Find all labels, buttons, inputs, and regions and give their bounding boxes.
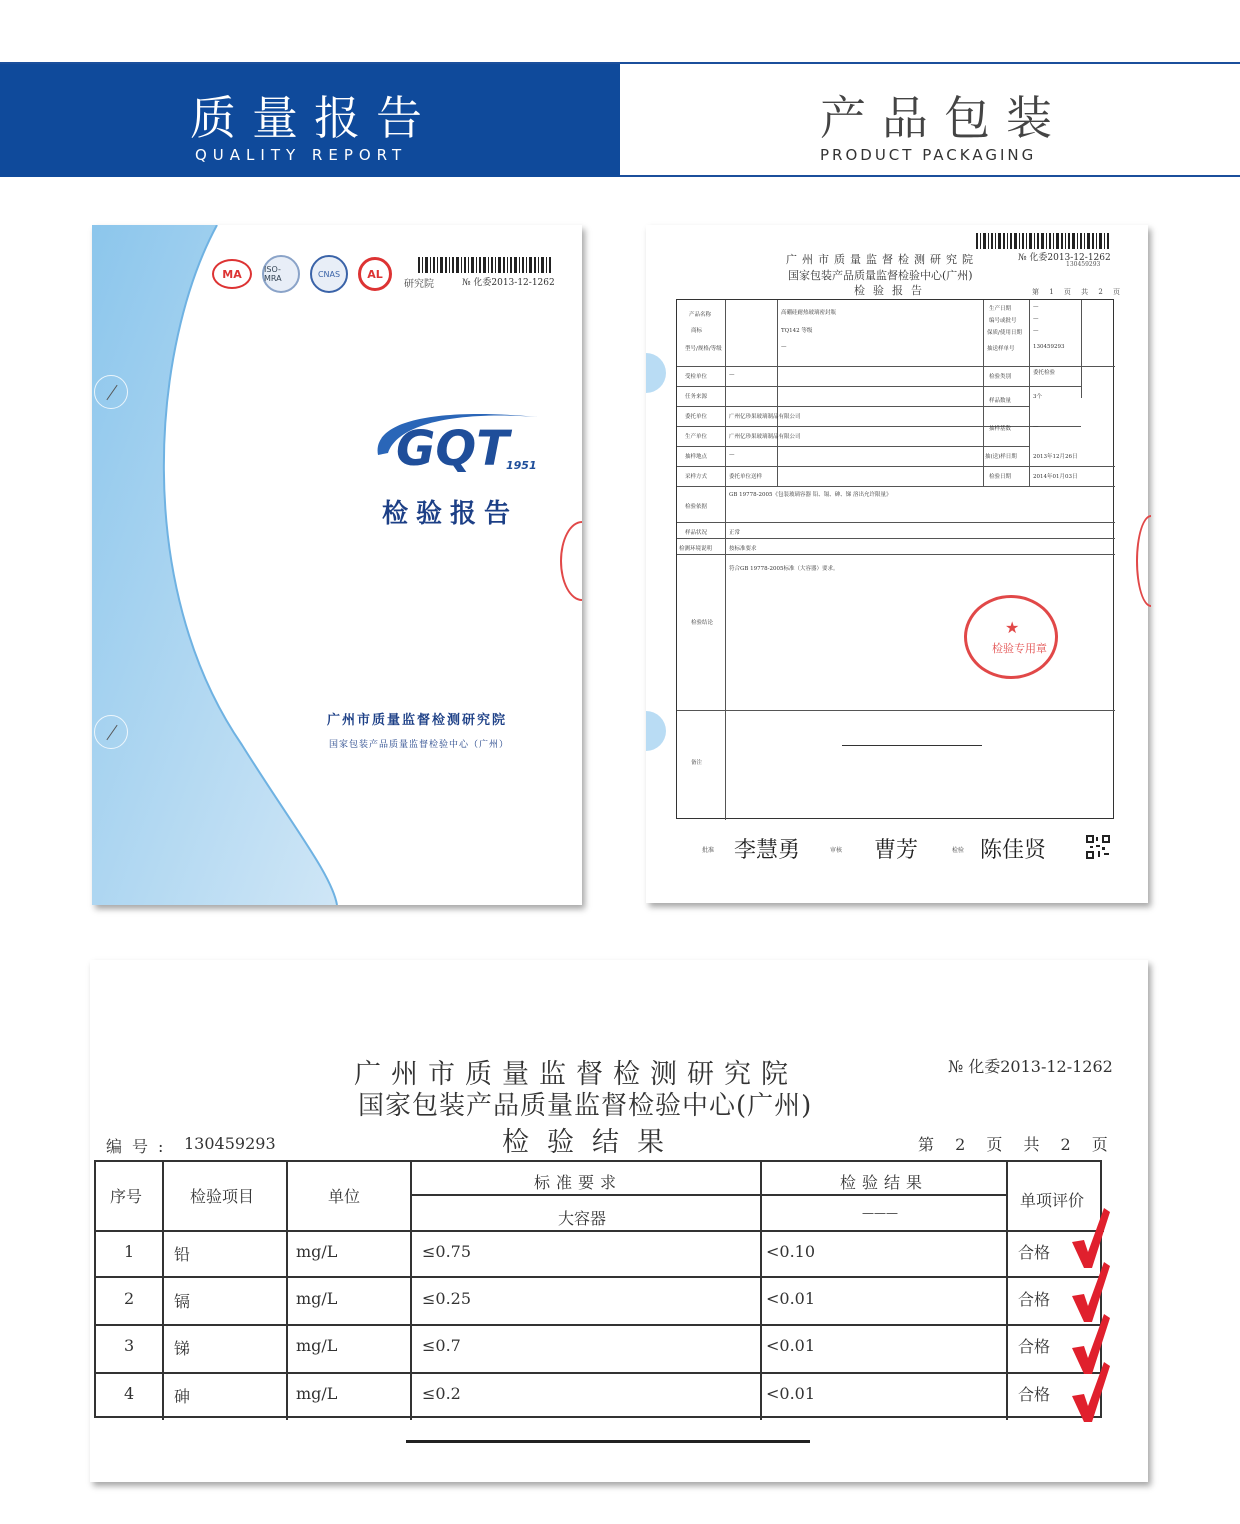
results-title: 检验结果 [502, 1127, 682, 1158]
row-2-no: 2 [124, 1289, 135, 1308]
field-value: 2013年12月26日 [1033, 454, 1078, 460]
certification-logos [212, 255, 392, 293]
field-value: 委托检验 [1033, 370, 1056, 376]
inspection-report-page [646, 225, 1148, 903]
review-label: 审核 [830, 847, 843, 854]
field-label: 备注 [691, 760, 703, 766]
row-2-unit: mg/L [296, 1289, 338, 1308]
row-3-item: 锑 [174, 1339, 191, 1358]
results-number: 130459293 [184, 1134, 276, 1153]
header-standard: 标准要求 [534, 1173, 623, 1192]
row-4-result: <0.01 [766, 1384, 816, 1403]
results-page-number: 第 2 页 共 2 页 [918, 1135, 1116, 1154]
row-4-unit: mg/L [296, 1384, 338, 1403]
field-value: 3个 [1033, 394, 1042, 400]
cover-institute: 广州市质量监督检测研究院 [327, 713, 508, 728]
row-3-standard: ≤0.7 [422, 1336, 461, 1355]
barcode-icon [976, 233, 1112, 249]
field-label: 型号/规格/等级 [685, 346, 722, 352]
row-1-standard: ≤0.75 [422, 1242, 472, 1261]
field-label: 检验依据 [685, 504, 708, 510]
binder-hole-icon [94, 715, 128, 749]
report-title: 检验报告 [854, 284, 930, 297]
field-label: 抽送样单号 [987, 346, 1015, 352]
report-sample-number: 130459293 [1066, 261, 1101, 268]
row-1-no: 1 [124, 1242, 135, 1261]
field-value: — [781, 344, 787, 350]
cover-title: 检验报告 [382, 499, 519, 529]
check-mark-icon [1070, 1208, 1110, 1268]
approve-label: 批准 [702, 847, 715, 854]
field-label: 抽样基数 [989, 426, 1012, 432]
header-result-sub: ——— [862, 1206, 898, 1220]
field-label: 检验结论 [691, 620, 714, 626]
results-number-label: 编号: [106, 1137, 174, 1156]
field-label: 检验日期 [989, 474, 1012, 480]
tab-packaging-subtitle: PRODUCT PACKAGING [820, 146, 1037, 164]
field-value: 130459293 [1033, 344, 1065, 350]
check-mark-icon [1070, 1262, 1110, 1322]
binder-hole-icon [646, 711, 666, 751]
field-label: 抽(送)样日期 [985, 454, 1017, 460]
results-table [94, 1160, 1102, 1418]
tab-quality-subtitle: QUALITY REPORT [195, 146, 408, 164]
header-result: 检验结果 [840, 1173, 929, 1192]
field-value: 广州亿珍果玻璃制品有限公司 [729, 434, 801, 440]
row-2-item: 镉 [174, 1292, 191, 1311]
cal-logo-icon: AL [358, 257, 392, 291]
remark-line [842, 745, 982, 746]
results-center: 国家包装产品质量监督检验中心(广州) [358, 1091, 813, 1121]
cover-center: 国家包装产品质量监督检验中心（广州） [329, 740, 510, 750]
field-value: — [1033, 424, 1039, 430]
row-3-result: <0.01 [766, 1336, 816, 1355]
tab-quality-report[interactable] [0, 64, 620, 177]
field-label: 抽样地点 [685, 454, 708, 460]
row-2-result: <0.01 [766, 1289, 816, 1308]
field-label: 产品名称 [689, 312, 712, 318]
gqt-year-text: 1951 [506, 459, 537, 472]
report-form-table [676, 299, 1114, 819]
field-label: 生产单位 [685, 434, 708, 440]
field-value: — [1033, 304, 1039, 310]
row-4-item: 砷 [174, 1387, 191, 1406]
report-cover [92, 225, 582, 905]
field-value: — [729, 372, 735, 378]
field-label: 委托单位 [685, 414, 708, 420]
row-1-unit: mg/L [296, 1242, 338, 1261]
field-label: 任务来源 [685, 394, 708, 400]
binder-hole-icon [94, 375, 128, 409]
field-label: 生产日期 [989, 306, 1012, 312]
row-1-eval: 合格 [1018, 1243, 1051, 1262]
tab-quality-title: 质量报告 [190, 91, 438, 145]
header-no: 序号 [110, 1187, 143, 1206]
gqt-brand-text: GQT [396, 421, 509, 477]
row-3-no: 3 [124, 1336, 135, 1355]
review-signature: 曹芳 [874, 838, 919, 863]
cma-logo-icon: MA [212, 259, 252, 289]
qr-code-icon [1086, 835, 1110, 859]
results-report-number: № 化委2013-12-1262 [948, 1057, 1113, 1076]
report-page-number: 第 1 页 共 2 页 [1032, 288, 1125, 296]
tab-product-packaging[interactable] [620, 64, 1240, 175]
inspect-signature: 陈佳贤 [980, 838, 1047, 863]
field-label: 受检单位 [685, 374, 708, 380]
cover-report-number: № 化委2013-12-1262 [462, 278, 555, 288]
report-center: 国家包装产品质量监督检验中心(广州) [788, 269, 973, 282]
inspect-label: 检验 [952, 847, 965, 854]
field-label: 保质/使用日期 [987, 330, 1022, 336]
header-rule-bottom [620, 175, 1240, 177]
field-value: 广州亿珍果玻璃制品有限公司 [729, 414, 801, 420]
row-3-eval: 合格 [1018, 1337, 1051, 1356]
row-4-standard: ≤0.2 [422, 1384, 461, 1403]
row-3-unit: mg/L [296, 1336, 338, 1355]
stamp-text: 检验专用章 [992, 642, 1047, 655]
inspection-stamp-icon: ★ 检验专用章 [964, 595, 1058, 679]
check-mark-icon [1070, 1362, 1110, 1422]
header-item: 检验项目 [190, 1187, 255, 1206]
field-value: 2014年01月03日 [1033, 474, 1078, 480]
binder-hole-icon [646, 353, 666, 393]
row-1-item: 铅 [174, 1245, 191, 1264]
header-standard-sub: 大容器 [558, 1209, 607, 1228]
field-value: — [729, 452, 735, 458]
field-value: 委托单位送样 [729, 474, 763, 480]
row-1-result: <0.10 [766, 1242, 816, 1261]
field-label: 样品数量 [989, 398, 1012, 404]
barcode-icon [418, 257, 552, 273]
report-number: № 化委2013-12-1262 [1018, 253, 1111, 263]
report-institute: 广州市质量监督检测研究院 [786, 253, 978, 266]
tab-packaging-title: 产品包装 [820, 91, 1068, 145]
field-value: GB 19778-2005《包装玻璃容器 铅、镉、砷、锑 溶出允许限量》 [729, 492, 892, 498]
cover-institute-fragment: 研究院 [404, 279, 434, 290]
gqt-logo-icon [368, 403, 538, 483]
field-label: 检测环境说明 [679, 546, 713, 552]
field-value: — [1033, 328, 1039, 334]
cnas-logo-icon: CNAS [310, 255, 348, 293]
field-value: 高硼硅耐热玻璃密封瓶 [781, 310, 837, 316]
field-label: 商标 [691, 328, 703, 334]
field-value: TQ142 等级 [781, 328, 813, 334]
results-institute: 广州市质量监督检测研究院 [354, 1059, 798, 1090]
field-value: 按标准要求 [729, 546, 757, 552]
end-line [406, 1440, 810, 1443]
approve-signature: 李慧勇 [734, 838, 801, 863]
cover-blue-sweep [92, 225, 582, 905]
field-label: 采样方式 [685, 474, 708, 480]
header-eval: 单项评价 [1020, 1191, 1085, 1210]
row-2-standard: ≤0.25 [422, 1289, 472, 1308]
field-value: 符合GB 19778-2005标准（大容器）要求。 [729, 566, 839, 572]
field-label: 编号或批号 [989, 318, 1017, 324]
field-value: — [1033, 316, 1039, 322]
test-results-page [90, 960, 1148, 1482]
row-2-eval: 合格 [1018, 1290, 1051, 1309]
header-unit: 单位 [328, 1187, 361, 1206]
row-4-no: 4 [124, 1384, 135, 1403]
ilac-mra-logo-icon: ISO-MRA [262, 255, 300, 293]
field-label: 检验类别 [989, 374, 1012, 380]
field-value: 正常 [729, 530, 741, 536]
stamp-edge-icon [1136, 515, 1166, 607]
row-4-eval: 合格 [1018, 1385, 1051, 1404]
field-label: 样品状况 [685, 530, 708, 536]
